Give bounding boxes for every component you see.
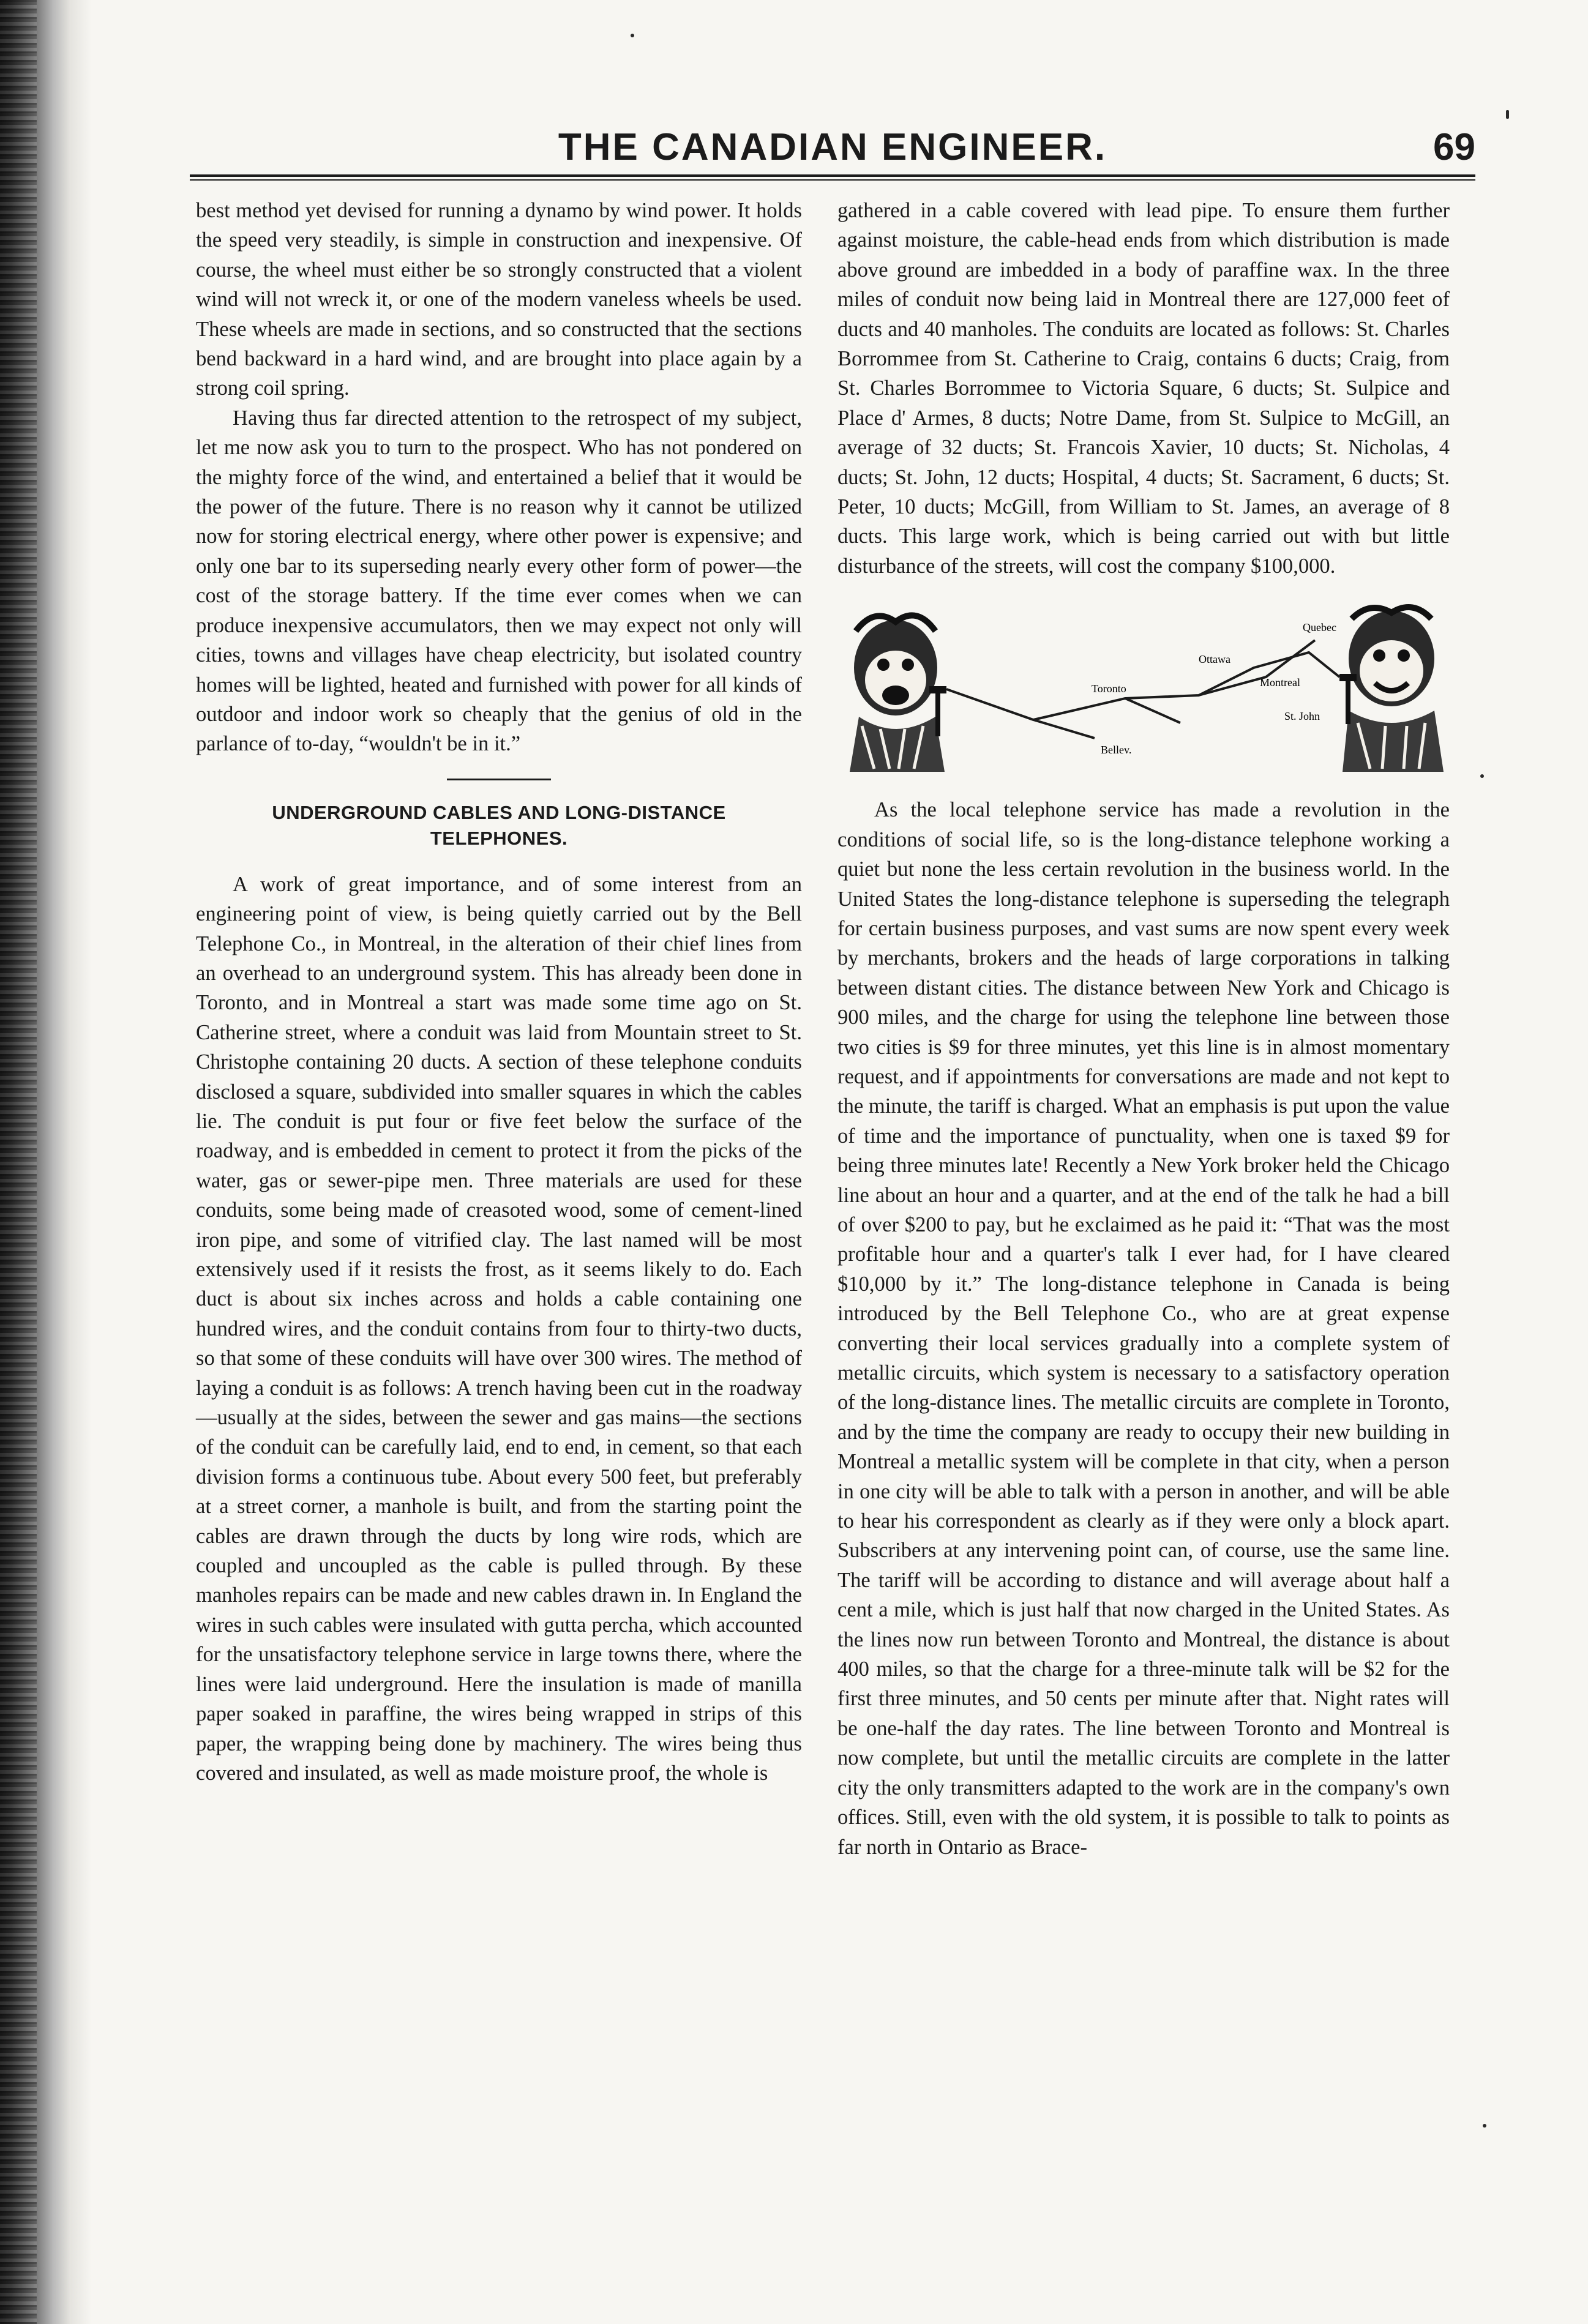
right-column [837,196,1450,1862]
left-caller-figure [850,616,946,772]
paragraph: A work of great importance, and of some interest from an engineering point of view, is being quietly carried out by the Bell Telephone Co., in Montreal, in the alteration of their chief lines from an overhead to an underground system. This has already been done in Toronto, and in Montreal a start was made some time ago on St. Catherine street, where a conduit was laid from Mountain street to St. Christophe containing 20 ducts. A section of these telephone conduits disclosed a square, subdivided into smaller squares in which the cables lie. The conduit is put four or five feet below the surface of the roadway, and is embedded in cement to protect it from the picks of the water, gas or sewer-pipe men. Three materials are used for these conduits, some being made of creasoted wood, some of cement-lined iron pipe, and some of vitrified clay. The last named will be most extensively used if it resists the frost, as it seems likely to do. Each duct is about six inches across and holds a cable containing one hundred wires, and the conduit contains from four to thirty-two ducts, so that some of these conduits will have over 300 wires. The method of laying a conduit is as follows: A trench having been cut in the roadway—usually at the sides, between the sewer and gas mains—the sections of the conduit can be carefully laid, end to end, in cement, so that each division forms a continuous tube. About every 500 feet, but preferably at a street corner, a manhole is built, and from the starting point the cables are drawn through the ducts by long wire rods, which are coupled and uncoupled as the cable is pulled through. By these manholes repairs can be made and new cables drawn in. In England the wires in such cables were insulated with gutta percha, which accounted for the unsatisfactory telephone service in large towns there, where the lines were laid underground. Here the insulation is made of manilla paper soaked in paraffine, the wires being wrapped in strips of this paper, the wrapping being done by machinery. The wires being thus covered and insulated, as well as made moisture proof, the whole is [196,872,802,1785]
section-divider [447,779,551,780]
city-label: Montreal [1260,676,1300,689]
left-column [196,196,802,1788]
scan-speck [1506,110,1509,119]
article-heading: UNDERGROUND CABLES AND LONG-DISTANCE TELEPHONES. [272,801,726,849]
telephone-cartoon-illustration [837,594,1450,784]
scan-speck [1480,774,1484,778]
paragraph: gathered in a cable covered with lead pipe. To ensure them further against moisture, the cable-head ends from which distribution is made above ground are imbedded in a body of paraffine wax. In the three miles of conduit now being laid in Montreal there are 127,000 feet of ducts and 40 manholes. The conduits are located as follows: St. Charles Borrommee from St. Catherine to Craig, contains 6 ducts; Craig, from St. Charles Borrommee to Victoria Square, 6 ducts; St. Sulpice and Place d' Armes, 8 ducts; Notre Dame, from St. Sulpice to McGill, an average of 32 ducts; St. Francois Xavier, 10 ducts; St. Nicholas, 4 ducts; St. John, 12 ducts; Hospital, 4 ducts; St. Sacrament, 6 ducts; St. Peter, 10 ducts; McGill, from William to St. James, an average of 8 ducts. This large work, which is being carried out with but little disturbance of the streets, will cost the company $100,000. [837,199,1450,578]
journal-title: THE CANADIAN ENGINEER. [558,126,1107,168]
scan-binding-texture [0,0,37,2324]
city-label: Bellev. [1101,744,1132,757]
paragraph: best method yet devised for running a dynamo by wind power. It holds the speed very steadily, is simple in construction and inexpensive. Of course, the wheel must either be so strongly constructed that a violent wind will not wreck it, or one of the modern vaneless wheels be used. These wheels are made in sections, and so constructed that the sections bend backward in a hard wind, and are brought into place again by a strong coil spring. [196,199,802,400]
scan-speck [1483,2124,1486,2128]
paragraph: As the local telephone service has made a revolution in the conditions of social life, so is the long-distance telephone working a quiet but none the less certain revolution in the business world. In the United States the long-distance telephone is superseding the telegraph for certain business purposes, and vast sums are now spent every week by merchants, brokers and the heads of large corporations in talking between distant cities. The distance between New York and Chicago is 900 miles, and the charge for using the telephone line between those two cities is $9 for three minutes, yet this line is in almost momentary request, and if appointments for conversations are made and not kept to the minute, the tariff is charged. What an emphasis is put upon the value of time and the importance of punctuality, when one is taxed $9 for being three minutes late! Recently a New York broker held the Chicago line about an hour and a quarter, and at the end of the talk he had a bill of over $200 to pay, but he exclaimed as he paid it: “That was the most profitable hour and a quarter's talk I ever had, for I have cleared $10,000 by it.” The long-distance telephone in Canada is being introduced by the Bell Telephone Co., who are at great expense converting their local services gradually into a complete system of metallic circuits, which system is necessary to a satisfactory operation of the long-distance lines. The metallic circuits are complete in Toronto, and by the time the company are ready to occupy their new building in Montreal a metallic system will be complete in that city, when a person in one city will be able to talk with a person in another, and will be able to hear his correspondent as clearly as if they were only a block apart. Subscribers at any intervening point can, of course, use the same line. The tariff will be according to distance and will average about half a cent a mile, which is just half that now charged in the United States. As the lines now run between Toronto and Montreal, the distance is about 400 miles, so that the charge for a three-minute talk will be $2 for the first three minutes, and 50 cents per minute after that. Night rates will be one-half the day rates. The line between Toronto and Montreal is now complete, but until the metallic circuits are complete in the latter city the only transmitters adapted to the work are in the company's own offices. Still, even with the old system, it is possible to talk to points as far north in Ontario as Brace- [837,798,1450,1859]
city-label: Ottawa [1199,653,1230,666]
city-label: St. John [1284,710,1320,723]
header-rule-top [190,174,1475,177]
city-label: Toronto [1092,682,1126,695]
paragraph: Having thus far directed attention to the retrospect of my subject, let me now ask you to turn to the prospect. Who has not pondered on the mighty force of the wind, and entertained a belief that it would be the power of the future. There is no reason why it cannot be utilized now for storing electrical energy, where other power is expensive; and only one bar to its superseding nearly every other form of power—the cost of the storage battery. If the time ever comes when we can produce inexpensive accumulators, then we may expect not only will cities, towns and villages have cheap electricity, but isolated country homes will be lighted, heated and furnished with power for all kinds of outdoor and indoor work so cheaply that the genius of old in the parlance of to-day, “wouldn't be in it.” [196,406,802,756]
telephone-line-network [946,640,1339,738]
scan-speck [631,34,634,37]
city-label: Quebec [1303,621,1336,634]
right-caller-figure [1339,607,1444,772]
header-rule-bottom [190,179,1475,181]
telephone-cartoon-svg [837,594,1450,784]
page-header [190,125,1475,168]
page-number: 69 [1433,126,1475,168]
